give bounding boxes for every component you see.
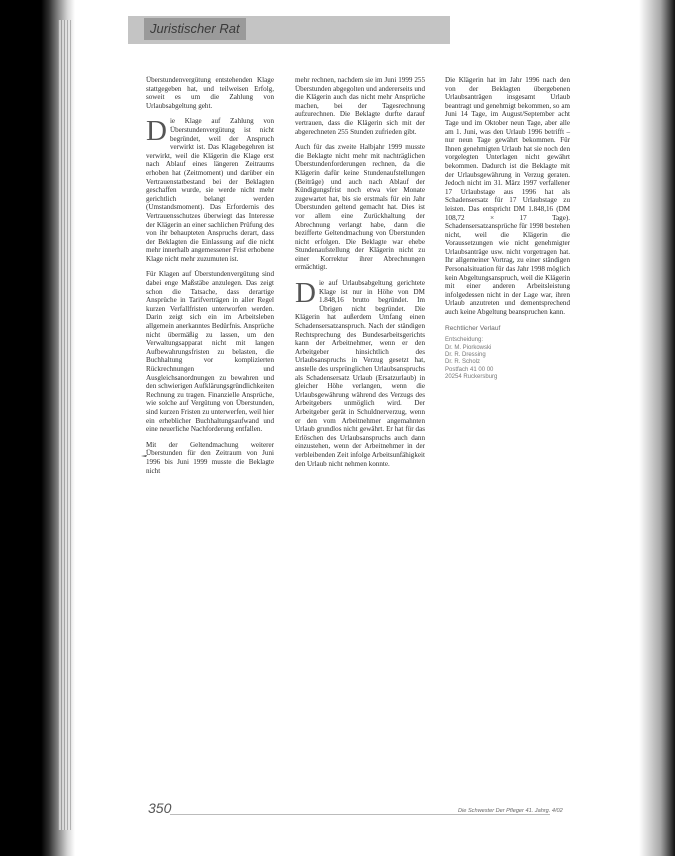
paragraph: Überstundenvergütung entstehenden Klage stattgegeben hat, und teilweisen Erfolg, soweit es um die Zahlung von Urlaubsabgeltung geht. — [146, 76, 274, 110]
page-number: 350 — [148, 800, 172, 816]
paragraph: mehr rechnen, nachdem sie im Juni 1999 255 Überstunden abgegolten und andererseits und die Klägerin auch das nicht mehr Ansprüche machen, bei der Tagesrechnung aufzurechnen. Die Beklagte durfte darauf vertrauen, dass die Klägerin sich mit der abgerechneten 255 Stunden zufrieden gibt. — [295, 76, 425, 136]
info-title: Rechtlicher Verlauf — [445, 324, 501, 332]
paragraph: Auch für das zweite Halbjahr 1999 musste die Beklagte nicht mehr mit nachträglichen Überstundenforderungen rechnen, da die Klägerin dafür keine Stundenaufstellungen (Beiträge) und auch nach Ablauf der Kündigungsfrist noch etwa vier Monate zugewartet hat, bis sie erstmals für ein Jahr Überstunden geltend gemacht hat. Dies ist vor allem eine Zurückhaltung der Abrechnung verlangt habe, dann die bezifferte Geltendmachung von Überstunden nicht erfolgen. Die Beklagte war ehebe Stundenaufstellung der Klägerin nicht zu einer Korrektur ihrer Abrechnungen ermächtigt. — [295, 143, 425, 272]
paragraph: Die Klägerin hat im Jahr 1996 nach den von der Beklagten übergebenen Urlaubsanträgen insgesamt Urlaub beantragt und genehmigt bekommen, so am Juni 14 Tage, im August/September acht Tage und im Oktober neun Tage, aber alle am 1. Juni, was den Urlaub 1996 betrifft – nur neun Tage gewährt bekommen. Für Ihnen genehmigten Urlaub hat sie noch den vorgelegten Unterlagen nicht gewährt bekommen. Dadurch ist die Beklagte mit der Urlaubsgewährung in Verzug geraten. Jedoch nicht im 31. März 1997 verfallener 17 Urlaubstage aus 1996 hat als Schadensersatz für 17 Urlaubstage zu leisten. Das entspricht DM 1.848,16 (DM 108,72 × 17 Tage). Schadensersatzansprüche für 1998 bestehen nicht, weil die Klägerin die Voraussetzungen wie nicht genehmigter Urlaubsanträge usw. nicht vorgetragen hat. Ihr allgemeiner Vortrag, zu einer ständigen Personalsituation für das Jahr 1998 möglich kein Abgeltungsanspruch, weil die Klägerin mit einer anderen Arbeitsleistung infolgedessen nicht in der Lage war, ihren Urlaub anzutreten und dementsprechend auch keine Abgeltung beanspruchen kann. — [445, 76, 570, 317]
paragraph — [146, 117, 274, 263]
text-column-left — [146, 76, 274, 482]
info-line: Entscheidung: — [445, 337, 484, 344]
text-column-right — [445, 76, 570, 382]
section-tag: Juristischer Rat — [144, 18, 246, 40]
right-page-shadow — [639, 0, 675, 856]
paragraph — [295, 279, 425, 468]
author-info-box — [445, 325, 570, 382]
footer-rule — [170, 814, 550, 815]
paragraph-text: ie auf Urlaubsabgeltung gerichtete Klage ist nur in Höhe von DM 1.848,16 brutto begründet. Im Übrigen nicht begründet. Die Klägerin hat außerdem Umfang einen Schadensersatzanspruch. Nach der ständigen Rechtsprechung des Bundesarbeitsgerichts kann der Arbeitnehmer, wenn er den Arbeitgeber hinsichtlich des Urlaubsanspruchs in Verzug gesetzt hat, anstelle des ursprünglichen Urlaubsanspruchs als Schadensersatz Urlaub (Ersatzurlaub) in gleicher Höhe verlangen, wenn die Urlaubsgewährung während des Verzugs des Arbeitgebers unmöglich wird. Der Arbeitgeber gerät in Schuldnerverzug, wenn er den vom Arbeitnehmer angemahnten Urlaub grundlos nicht gewährt. Er hat für das Erlöschen des Urlaubsanspruchs auch dann einzustehen, wenn der Arbeitnehmer in der verbleibenden Zeit infolge Arbeitsunfähigkeit den Urlaub nicht nehmen konnte. — [295, 279, 425, 468]
paragraph-text: ie Klage auf Zahlung von Überstundenvergütung ist nicht begründet, weil der Anspruch verwirkt ist. Das Klagebegehren ist verwirkt, weil die Klägerin die Klage erst nach Ablauf eines längeren Zeitraums erhoben hat (Zeitmoment) und darüber ein Vertrauenstatbestand bei der Beklagten geschaffen wurde, sie werde nicht mehr gerichtlich belangt werden (Umstandsmoment). Das Erfordernis des Vertrauensschutzes überwiegt das Interesse der Klägerin an einer sachlichen Prüfung des von ihr behaupteten Anspruchs derart, dass der Beklagten die Einlassung auf die nicht mehr innerhalb angemessener Frist erhobene Klage nicht mehr zuzumuten ist. — [146, 117, 274, 263]
info-line: Dr. R. Scholz — [445, 359, 481, 366]
info-line: Dr. R. Dressing — [445, 352, 486, 359]
page-edges — [58, 20, 72, 830]
info-line: 20254 Ruckersburg — [445, 374, 498, 381]
drop-cap: D — [146, 115, 167, 148]
paragraph: Mit der Geltendmachung weiterer Überstunden für den Zeitraum von Juni 1996 bis Juni 1999 musste die Beklagte nicht — [146, 440, 274, 475]
text-column-middle — [295, 76, 425, 475]
info-line: Postfach 41 00 00 — [445, 366, 494, 373]
paragraph: Für Klagen auf Überstundenvergütung sind dabei enge Maßstäbe anzulegen. Das zeigt schon die Tatsache, dass derartige Ansprüche in Tarifverträgen in aller Regel kurzen Verfallfristen unterworfen werden. Darin zeigt sich ein im Arbeitsleben allgemein anerkanntes Bedürfnis. Ansprüche nicht übermäßig zu lassen, um den Verwaltungsapparat nicht mit langen Aufbewahrungsfristen zu belasten, die Buchhaltung vor komplizierten Rückrechnungen und Ausgleichsanordnungen zu bewahren und den schwierigen Aufklärungsgründlichkeiten Rechnung zu tragen. Finanzielle Ansprüche, wie solche auf Vergütung von Überstunden, sind kurzen Fristen zu unterwerfen, weil hier ein erheblicher Buchhaltungsaufwand und eine neuerliche Nachforderung entfallen. — [146, 270, 274, 434]
journal-footer: Die Schwester Der Pfleger 41. Jahrg. 4/02 — [458, 808, 563, 814]
drop-cap: D — [295, 277, 316, 310]
info-line: Dr. M. Piorkowski — [445, 344, 492, 351]
